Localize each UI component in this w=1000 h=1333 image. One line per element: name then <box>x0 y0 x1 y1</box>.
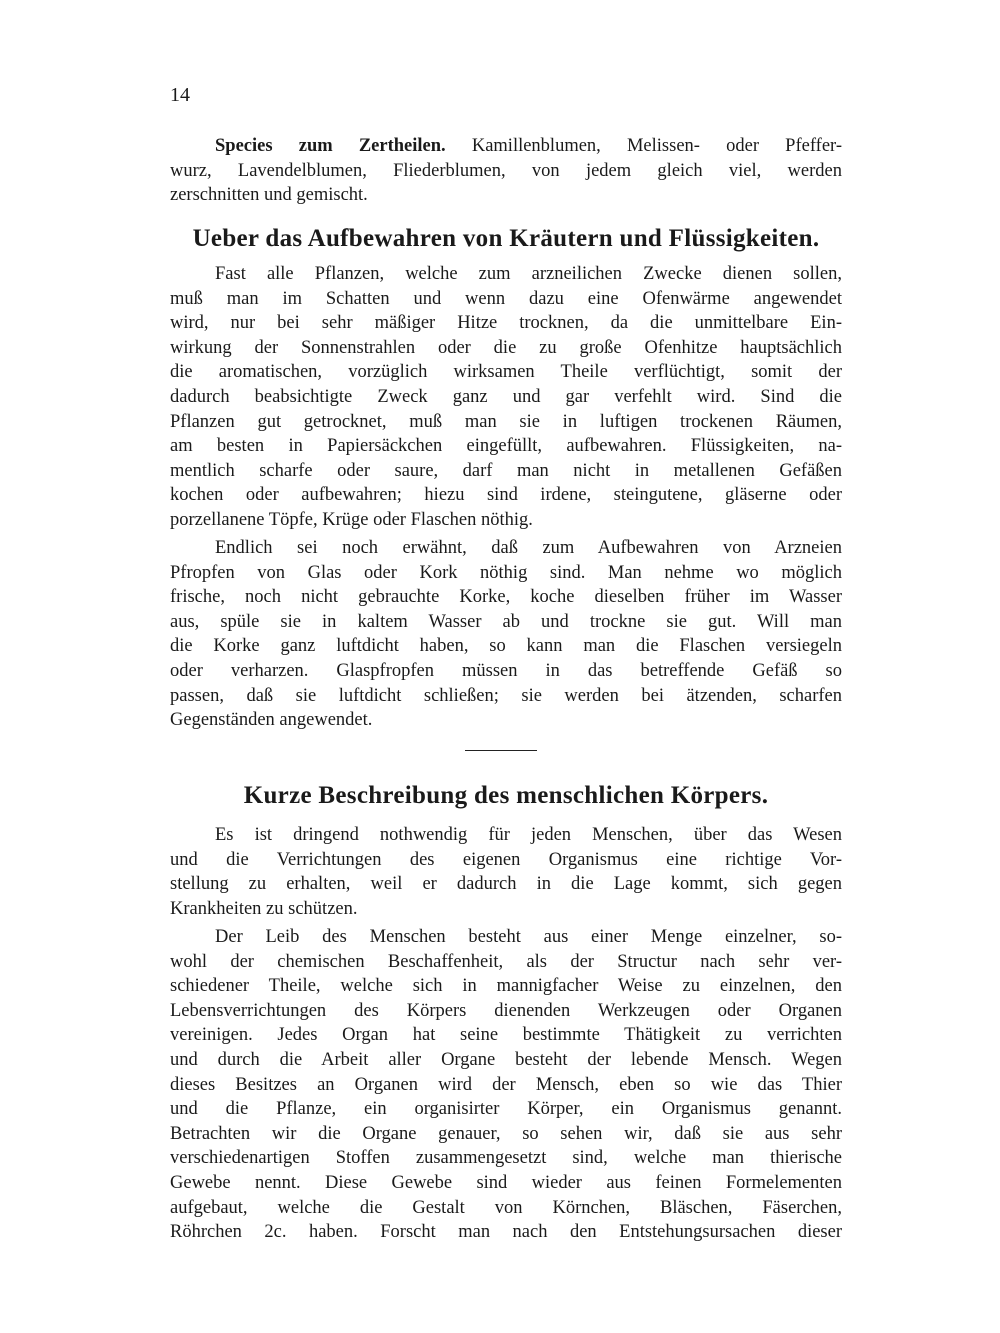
text-line: die aromatischen, vorzüglich wirksamen Theile verflüchtigt, somit der <box>170 362 842 383</box>
section-divider <box>465 750 537 751</box>
text-line: aufgebaut, welche die Gestalt von Körnchen, Bläschen, Fäserchen, <box>170 1197 842 1218</box>
page-number: 14 <box>170 84 190 106</box>
text-line: oder verharzen. Glaspfropfen müssen in das betreffende Gefäß so <box>170 660 842 681</box>
text-line: mentlich scharfe oder saure, darf man nicht in metallenen Gefäßen <box>170 460 842 481</box>
paragraph <box>170 925 842 1245</box>
text-line: frische, noch nicht gebrauchte Korke, koche dieselben früher im Wasser <box>170 587 842 608</box>
text-line: aus, spüle sie in kaltem Wasser ab und trockne sie gut. Will man <box>170 611 842 632</box>
text-line: wird, nur bei sehr mäßiger Hitze trocknen, da die unmittelbare Ein- <box>170 313 842 334</box>
text-line: verschiedenartigen Stoffen zusammengesetzt sind, welche man thierische <box>170 1148 842 1169</box>
text-line: vereinigen. Jedes Organ hat seine bestimmte Thätigkeit zu verrichten <box>170 1025 842 1046</box>
text-line-rest: Kamillenblumen, Melissen- oder Pfeffer- <box>445 136 842 156</box>
paragraph <box>170 536 842 733</box>
text-line: stellung zu erhalten, weil er dadurch in die Lage kommt, sich gegen <box>170 874 842 895</box>
text-line: und durch die Arbeit aller Organe besteht der lebende Mensch. Wegen <box>170 1049 842 1070</box>
text-line: zerschnitten und gemischt. <box>170 185 368 206</box>
text-line: Gewebe nennt. Diese Gewebe sind wieder aus feinen Formelementen <box>170 1172 842 1193</box>
text-line: dadurch beabsichtigte Zweck ganz und gar verfehlt wird. Sind die <box>170 386 842 407</box>
text-line: Pflanzen gut getrocknet, muß man sie in luftigen trockenen Räumen, <box>170 411 842 432</box>
text-line: Fast alle Pflanzen, welche zum arzneilichen Zwecke dienen sollen, <box>215 264 842 284</box>
text-line: wirkung der Sonnenstrahlen oder die zu große Ofenhitze hauptsächlich <box>170 337 842 358</box>
section-heading-body: Kurze Beschreibung des menschlichen Körpers. <box>243 782 769 809</box>
text-line: Lebensverrichtungen des Körpers dienenden Werkzeugen oder Organen <box>170 1000 842 1021</box>
text-line: schiedener Theile, welche sich in mannigfacher Weise zu einzelnen, den <box>170 976 842 997</box>
text-line: Gegenständen angewendet. <box>170 710 373 731</box>
paragraph-lead: Species zum Zertheilen. <box>215 136 446 156</box>
text-line: und die Pflanze, ein organisirter Körper, ein Organismus genannt. <box>170 1099 842 1120</box>
text-line: Pfropfen von Glas oder Kork nöthig sind. Man nehme wo möglich <box>170 562 842 583</box>
text-line: dieses Besitzes an Organen wird der Mensch, eben so wie das Thier <box>170 1074 842 1095</box>
text-line: kochen oder aufbewahren; hiezu sind irdene, steingutene, gläserne oder <box>170 485 842 506</box>
paragraph-species <box>170 134 842 208</box>
text-line: Es ist dringend nothwendig für jeden Menschen, über das Wesen <box>215 825 842 845</box>
text-line: Betrachten wir die Organe genauer, so sehen wir, daß sie aus sehr <box>170 1123 842 1144</box>
text-line: die Korke ganz luftdicht haben, so kann man die Flaschen versiegeln <box>170 636 842 657</box>
text-line: Krankheiten zu schützen. <box>170 898 358 919</box>
text-line: und die Verrichtungen des eigenen Organismus eine richtige Vor- <box>170 849 842 870</box>
text-line: porzellanene Töpfe, Krüge oder Flaschen nöthig. <box>170 509 533 530</box>
text-line: muß man im Schatten und wenn dazu eine Ofenwärme angewendet <box>170 288 842 309</box>
text-line: passen, daß sie luftdicht schließen; sie werden bei ätzenden, scharfen <box>170 685 842 706</box>
section-heading-storage: Ueber das Aufbewahren von Kräutern und Flüssigkeiten. <box>192 225 820 252</box>
text-line: am besten in Papiersäckchen eingefüllt, aufbewahren. Flüssigkeiten, na- <box>170 436 842 457</box>
paragraph <box>170 823 842 921</box>
text-line: wohl der chemischen Beschaffenheit, als der Structur nach sehr ver- <box>170 951 842 972</box>
paragraph <box>170 262 842 533</box>
text-line <box>170 134 842 159</box>
text-line: Röhrchen 2c. haben. Forscht man nach den Entstehungsursachen dieser <box>170 1222 842 1243</box>
text-line: Der Leib des Menschen besteht aus einer Menge einzelner, so- <box>215 927 842 947</box>
text-line: Endlich sei noch erwähnt, daß zum Aufbewahren von Arzneien <box>215 538 842 558</box>
text-line: wurz, Lavendelblumen, Fliederblumen, von jedem gleich viel, werden <box>170 160 842 181</box>
